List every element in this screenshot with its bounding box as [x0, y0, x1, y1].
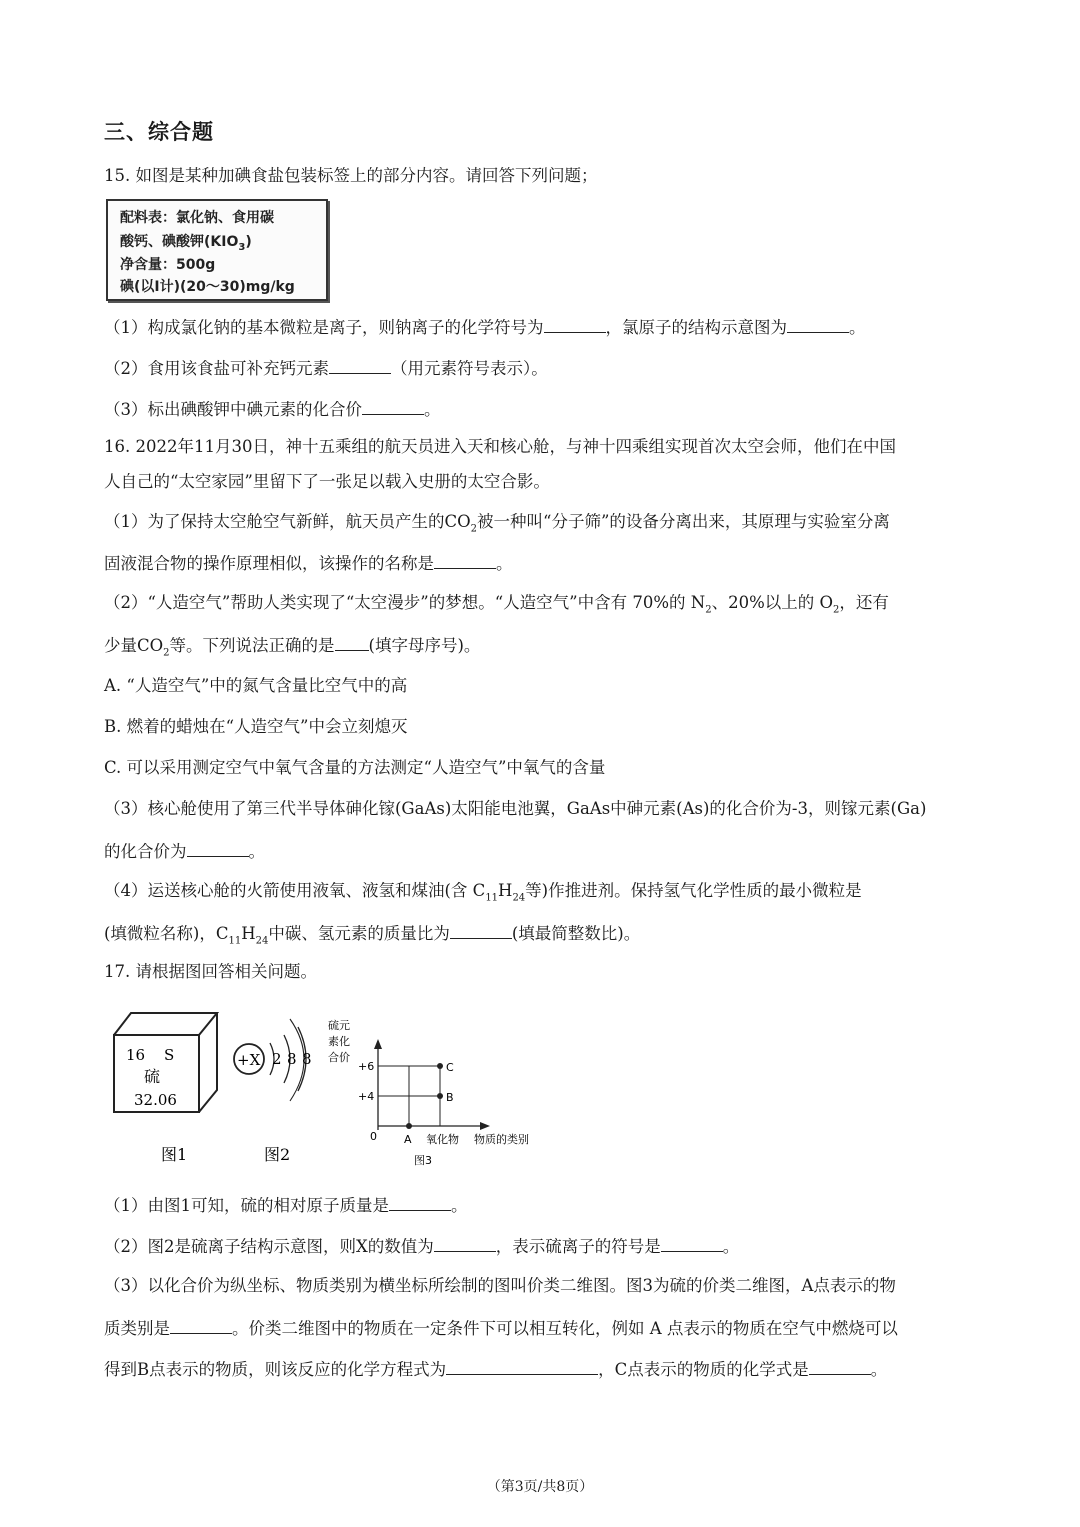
- q15-part3: （3）标出碘酸钾中碘元素的化合价 。: [104, 396, 441, 422]
- label-line-2: 酸钙、碘酸钾$(KIO_3)$: [120, 234, 252, 253]
- q17-figures: [104, 1005, 564, 1175]
- label-line-1: 配料表：氯化钠、食用碳: [120, 210, 274, 226]
- q16-part1-line2: 固液混合物的操作原理相似，该操作的名称是 。: [104, 550, 513, 576]
- answer-blank[interactable]: [434, 550, 496, 569]
- valence-chart-figure: [328, 1018, 529, 1167]
- q16-part2-line1: （2）“人造空气”帮助人类实现了“太空漫步”的梦想。“人造空气”中含有 70%的 $N_2$、20%以上的 $O_2$，还有: [104, 593, 889, 616]
- salt-label-image: [106, 199, 328, 301]
- answer-blank[interactable]: [434, 1233, 496, 1252]
- answer-blank[interactable]: [544, 314, 606, 333]
- section-title: 三、综合题: [104, 120, 214, 144]
- element-symbol: S: [164, 1046, 175, 1064]
- fig2-caption: 图2: [264, 1145, 291, 1164]
- y-tick-plus6: +6: [358, 1060, 375, 1073]
- q16-option-c: C. 可以采用测定空气中氧气含量的方法测定“人造空气”中氧气的含量: [104, 758, 606, 777]
- atomic-mass: 32.06: [134, 1091, 177, 1109]
- q16-stem-line2: 人自己的“太空家园”里留下了一张足以载入史册的太空合影。: [104, 472, 550, 491]
- point-c: [437, 1063, 443, 1069]
- fig1-caption: 图1: [161, 1145, 188, 1164]
- point-b-label: B: [446, 1091, 454, 1104]
- answer-blank[interactable]: [446, 1356, 598, 1375]
- q16-part2-line2: 少量$CO_2$等。下列说法正确的是 (填字母序号)。: [104, 632, 480, 665]
- point-c-label: C: [446, 1061, 454, 1074]
- shell-3-electrons: 8: [302, 1050, 312, 1068]
- q17-part3-line2: 质类别是 。价类二维图中的物质在一定条件下可以相互转化，例如 A 点表示的物质在空气中燃烧可以: [104, 1315, 898, 1341]
- q17-part3-line3: 得到B点表示的物质，则该反应的化学方程式为 ，C点表示的物质的化学式是 。: [104, 1356, 887, 1382]
- q16-part3-line2: 的化合价为 。: [104, 838, 265, 864]
- q17-part3-line1: （3）以化合价为纵坐标、物质类别为横坐标所绘制的图叫价类二维图。图3为硫的价类二维图，A点表示的物: [104, 1276, 896, 1295]
- q16-part1-line1: （1）为了保持太空舱空气新鲜，航天员产生的$CO_2$被一种叫“分子筛”的设备分离出来，其原理与实验室分离: [104, 512, 890, 535]
- answer-blank[interactable]: [187, 838, 249, 857]
- label-line-3: 净含量：500g: [120, 257, 216, 273]
- answer-blank[interactable]: [450, 920, 512, 939]
- y-label-line-2: 素化: [328, 1035, 350, 1048]
- answer-blank[interactable]: [661, 1233, 723, 1252]
- shell-2-electrons: 8: [287, 1050, 297, 1068]
- point-b: [437, 1093, 443, 1099]
- q16-option-a: A. “人造空气”中的氮气含量比空气中的高: [104, 676, 408, 695]
- q16-part4-line1: （4）运送核心舱的火箭使用液氧、液氢和煤油(含 $C_{11}H_{24}$等)作推进剂。保持氢气化学性质的最小微粒是: [104, 881, 862, 904]
- origin-label: 0: [370, 1130, 377, 1143]
- element-cell-figure: [114, 1013, 217, 1164]
- y-tick-plus4: +4: [358, 1090, 375, 1103]
- x-tick-oxide: 氧化物: [426, 1133, 459, 1146]
- q16-stem-line1: 16. 2022年11月30日，神十五乘组的航天员进入天和核心舱，与神十四乘组实现首次太空会师，他们在中国: [104, 437, 896, 456]
- answer-blank[interactable]: [389, 1192, 451, 1211]
- answer-blank[interactable]: [809, 1356, 871, 1375]
- q16-part4-line2: (填微粒名称)，$C_{11}H_{24}$中碳、氢元素的质量比为 (填最简整数比)。: [104, 920, 640, 953]
- atomic-number: 16: [126, 1046, 146, 1064]
- element-name: 硫: [144, 1067, 161, 1086]
- nucleus-charge: +X: [237, 1051, 261, 1069]
- answer-blank[interactable]: [362, 396, 424, 415]
- shell-1-electrons: 2: [272, 1050, 282, 1068]
- fig3-caption: 图3: [414, 1154, 432, 1167]
- q16-part3-line1: （3）核心舱使用了第三代半导体砷化镓(GaAs)太阳能电池翼，GaAs中砷元素(As)的化合价为-3，则镓元素(Ga): [104, 799, 927, 818]
- x-tick-a: A: [404, 1133, 412, 1146]
- q15-part1: （1）构成氯化钠的基本微粒是离子，则钠离子的化学符号为 ，氯原子的结构示意图为 。: [104, 314, 866, 340]
- answer-blank[interactable]: [170, 1315, 232, 1334]
- q15-stem: 15. 如图是某种加碘食盐包装标签上的部分内容。请回答下列问题；: [104, 166, 598, 185]
- answer-blank[interactable]: [329, 355, 391, 374]
- q16-option-b: B. 燃着的蜡烛在“人造空气”中会立刻熄灭: [104, 717, 408, 736]
- answer-blank[interactable]: [335, 632, 369, 651]
- page-footer: （第3页/共8页）: [486, 1479, 594, 1495]
- q17-stem: 17. 请根据图回答相关问题。: [104, 962, 317, 981]
- y-label-line-1: 硫元: [328, 1019, 350, 1032]
- label-line-4: 碘(以I计)(20～30)mg/kg: [120, 279, 295, 295]
- point-a: [406, 1123, 412, 1129]
- q17-part1: （1）由图1可知，硫的相对原子质量是 。: [104, 1192, 468, 1218]
- q17-part2: （2）图2是硫离子结构示意图，则X的数值为 ，表示硫离子的符号是 。: [104, 1233, 739, 1259]
- answer-blank[interactable]: [787, 314, 849, 333]
- x-axis-label: 物质的类别: [474, 1133, 529, 1146]
- ion-structure-figure: [234, 1019, 312, 1164]
- y-label-line-3: 合价: [328, 1051, 350, 1064]
- q15-part2: （2）食用该食盐可补充钙元素 （用元素符号表示）。: [104, 355, 548, 381]
